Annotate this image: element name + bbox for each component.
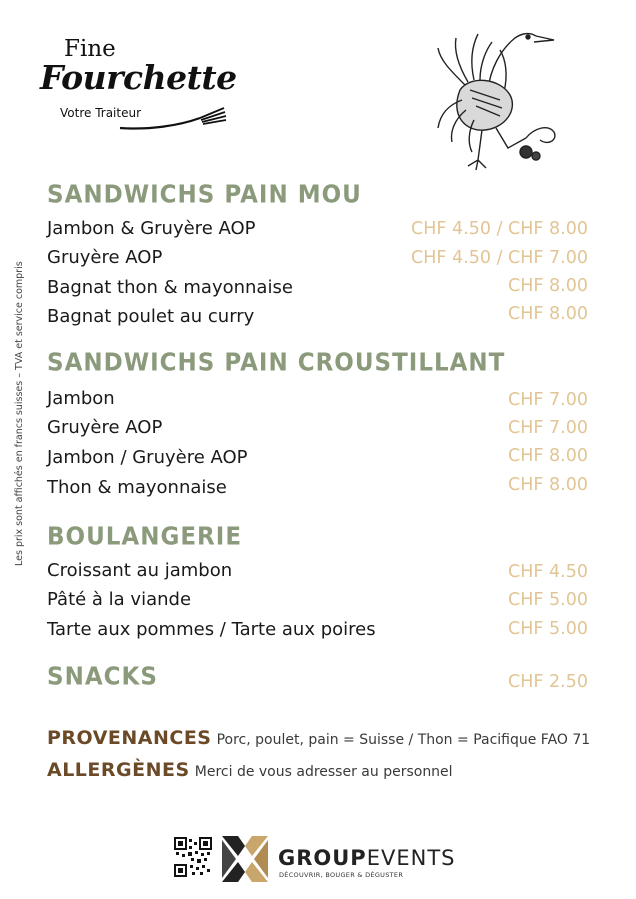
groupevents-name (278, 846, 455, 870)
logo-fine-text: Fine (64, 36, 116, 62)
groupevents-name-light: EVENTS (366, 846, 456, 870)
groupevents-name-bold: GROUP (278, 846, 367, 870)
provenance-line (47, 727, 590, 749)
menu-item-name: Thon & mayonnaise (47, 477, 227, 498)
price-info-note: Les prix sont affichés en francs suisses – TVA et service compris (14, 261, 25, 566)
menu-item-name: Jambon / Gruyère AOP (47, 447, 248, 468)
menu-item-price: CHF 8.00 (508, 276, 588, 296)
section-title-sandwichs-pain-mou: SANDWICHS PAIN MOU (47, 180, 362, 210)
menu-item-name: Croissant au jambon (47, 560, 233, 581)
fork-icon (118, 104, 228, 134)
menu-item-price: CHF 4.50 (508, 562, 588, 582)
groupevents-logo-mark-icon (222, 836, 268, 882)
menu-item-name: Pâté à la viande (47, 589, 192, 610)
menu-item-name: Jambon & Gruyère AOP (47, 218, 256, 239)
menu-item-price: CHF 8.00 (508, 446, 588, 466)
section-title-boulangerie: BOULANGERIE (47, 522, 243, 552)
section-title-sandwichs-pain-croustillant: SANDWICHS PAIN CROUSTILLANT (47, 348, 506, 378)
menu-item-price: CHF 2.50 (508, 672, 588, 692)
menu-item-price: CHF 4.50 / CHF 7.00 (411, 248, 588, 268)
menu-item-name: Jambon (47, 388, 115, 409)
menu-item-name: Gruyère AOP (47, 417, 163, 438)
menu-item-price: CHF 7.00 (508, 390, 588, 410)
logo-tagline: Votre Traiteur (60, 106, 142, 120)
provenance-text: Porc, poulet, pain = Suisse / Thon = Pacifique FAO 71 (216, 732, 591, 748)
menu-item-name: Bagnat thon & mayonnaise (47, 277, 293, 298)
menu-item-name: Tarte aux pommes / Tarte aux poires (47, 619, 376, 640)
allergen-text: Merci de vous adresser au personnel (194, 764, 453, 780)
menu-item-price: CHF 8.00 (508, 475, 588, 495)
menu-item-price: CHF 5.00 (508, 590, 588, 610)
menu-item-price: CHF 7.00 (508, 418, 588, 438)
bird-illustration-icon (430, 20, 560, 175)
menu-item-price: CHF 8.00 (508, 304, 588, 324)
allergen-line (47, 759, 453, 781)
logo-fourchette-text: Fourchette (40, 58, 237, 97)
groupevents-slogan: DÉCOUVRIR, BOUGER & DÉGUSTER (279, 871, 404, 879)
qr-code-icon (174, 837, 212, 877)
menu-item-name: Gruyère AOP (47, 247, 163, 268)
section-title-snacks: SNACKS (47, 662, 158, 692)
menu-item-price: CHF 4.50 / CHF 8.00 (411, 219, 588, 239)
allergen-label: ALLERGÈNES (47, 759, 190, 781)
provenance-label: PROVENANCES (47, 727, 212, 749)
menu-item-price: CHF 5.00 (508, 619, 588, 639)
menu-item-name: Bagnat poulet au curry (47, 306, 255, 327)
